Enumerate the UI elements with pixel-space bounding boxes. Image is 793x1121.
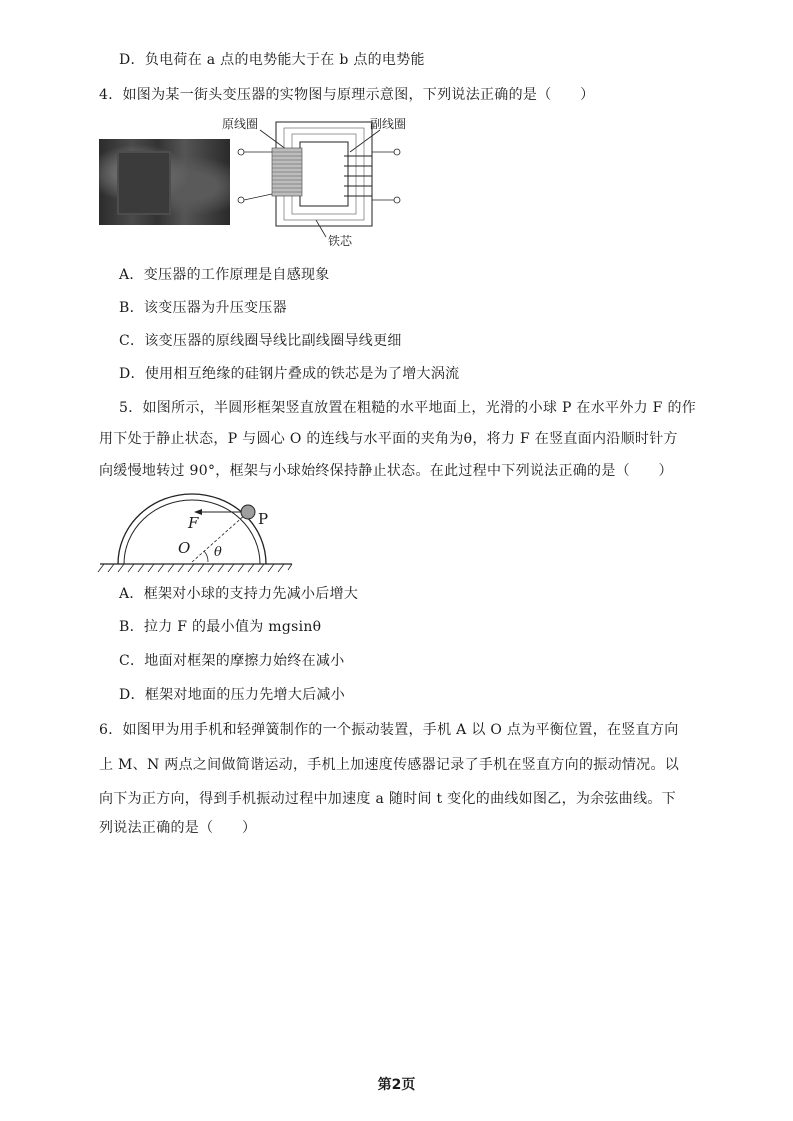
transformer-photo [99,139,230,225]
core-label: 铁芯 [328,234,353,248]
transformer-diagram [222,112,422,250]
q5-stem-line-2: 用下处于静止状态，P 与圆心 O 的连线与水平面的夹角为θ，将力 F 在竖直面内沿顺时针方 [99,431,678,447]
force-label: F [188,514,199,532]
q5-option-d: D．框架对地面的压力先增大后减小 [119,687,346,703]
q5-option-c: C．地面对框架的摩擦力始终在减小 [119,653,345,669]
q5-stem-line-3: 向缓慢地转过 90°，框架与小球始终保持静止状态。在此过程中下列说法正确的是（ ） [99,463,673,479]
q4-option-c: C．该变压器的原线圈导线比副线圈导线更细 [119,333,402,349]
q4-option-a: A．变压器的工作原理是自感现象 [119,267,330,283]
q5-option-a: A．框架对小球的支持力先减小后增大 [119,586,359,602]
q5-option-b: B．拉力 F 的最小值为 mgsinθ [119,619,322,635]
angle-label: θ [214,545,222,560]
semicircle-frame-diagram [96,490,296,578]
q4-option-b: B．该变压器为升压变压器 [119,300,287,316]
q6-stem-line-4: 列说法正确的是（ ） [99,820,257,836]
q5-stem-line-1: 5．如图所示，半圆形框架竖直放置在粗糙的水平地面上，光滑的小球 P 在水平外力 F 的作 [119,400,697,416]
center-label: O [178,539,191,557]
q6-stem-line-3: 向下为正方向，得到手机振动过程中加速度 a 随时间 t 变化的曲线如图乙，为余弦曲线。下 [99,791,676,807]
primary-coil-label: 原线圈 [222,117,259,131]
q4-option-d: D．使用相互绝缘的硅钢片叠成的铁芯是为了增大涡流 [119,366,460,382]
q6-stem-line-1: 6．如图甲为用手机和轻弹簧制作的一个振动装置，手机 A 以 O 点为平衡位置，在竖直方向 [99,722,679,738]
page-number: 第2页 [377,1077,416,1093]
secondary-coil-label: 副线圈 [370,117,407,131]
q3-option-d: D．负电荷在 a 点的电势能大于在 b 点的电势能 [119,52,425,68]
q6-stem-line-2: 上 M、N 两点之间做简谐运动，手机上加速度传感器记录了手机在竖直方向的振动情况。以 [99,757,680,773]
q4-stem: 4．如图为某一街头变压器的实物图与原理示意图，下列说法正确的是（ ） [99,87,595,103]
ball-label: P [258,510,269,528]
